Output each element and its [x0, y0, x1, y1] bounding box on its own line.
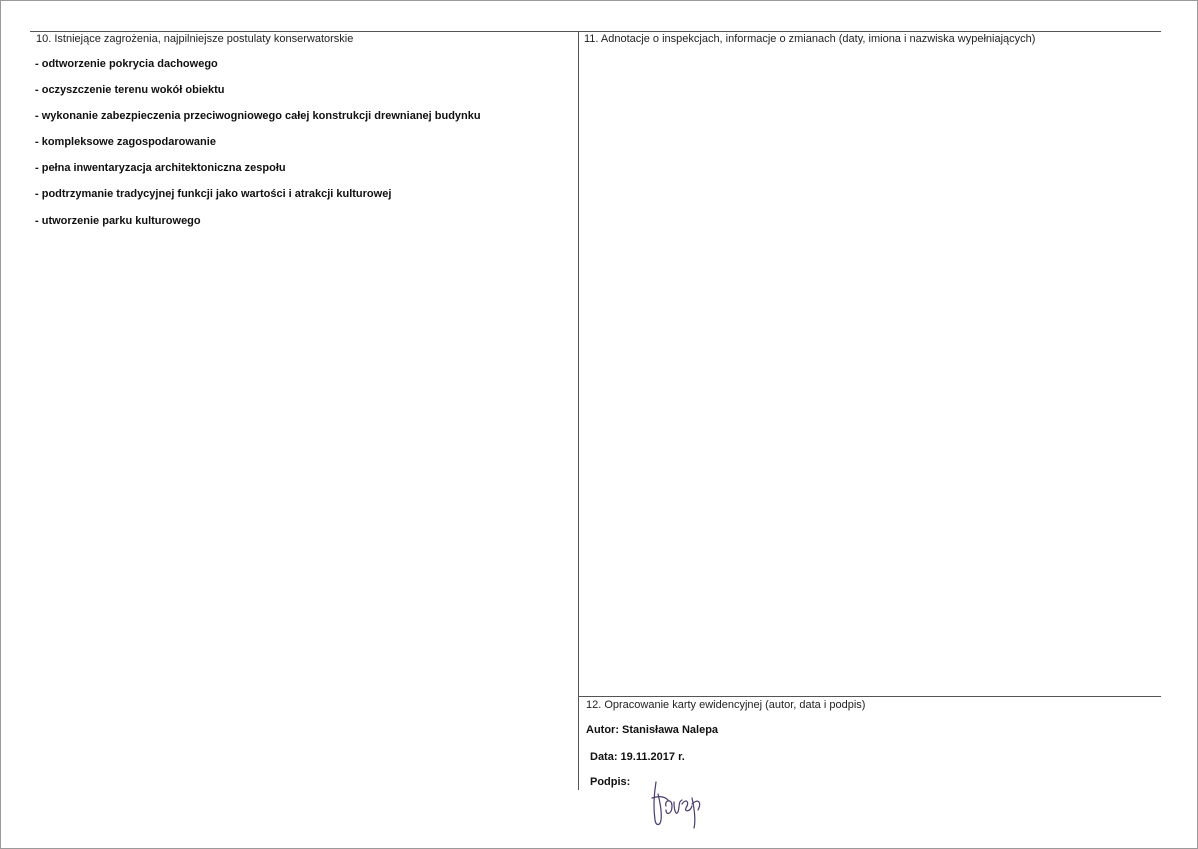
signature-label: Podpis:: [590, 776, 631, 788]
date-field: Data: 19.11.2017 r.: [590, 751, 685, 763]
author-field: Autor: Stanisława Nalepa: [586, 724, 719, 736]
section12-rule: [578, 696, 1161, 697]
list-item: - odtworzenie pokrycia dachowego: [35, 58, 218, 70]
top-rule: [30, 31, 1161, 32]
list-item: - wykonanie zabezpieczenia przeciwogniowego całej konstrukcji drewnianej budynku: [35, 110, 481, 123]
list-item: - utworzenie parku kulturowego: [35, 214, 201, 227]
section12-title: 12. Opracowanie karty ewidencyjnej (autor, data i podpis): [586, 699, 866, 711]
list-item: - oczyszczenie terenu wokół obiektu: [35, 84, 225, 97]
list-item: - pełna inwentaryzacja architektoniczna zespołu: [35, 162, 286, 175]
section11-title: 11. Adnotacje o inspekcjach, informacje o zmianach (daty, imiona i nazwiska wypełniających): [584, 33, 1036, 45]
section10-title: 10. Istniejące zagrożenia, najpilniejsze postulaty konserwatorskie: [36, 33, 354, 45]
list-item: - podtrzymanie tradycyjnej funkcji jako wartości i atrakcji kulturowej: [35, 188, 392, 201]
section10-list: [35, 58, 481, 241]
column-divider: [578, 31, 579, 790]
signature-image: [648, 776, 704, 830]
list-item: - kompleksowe zagospodarowanie: [35, 136, 216, 149]
